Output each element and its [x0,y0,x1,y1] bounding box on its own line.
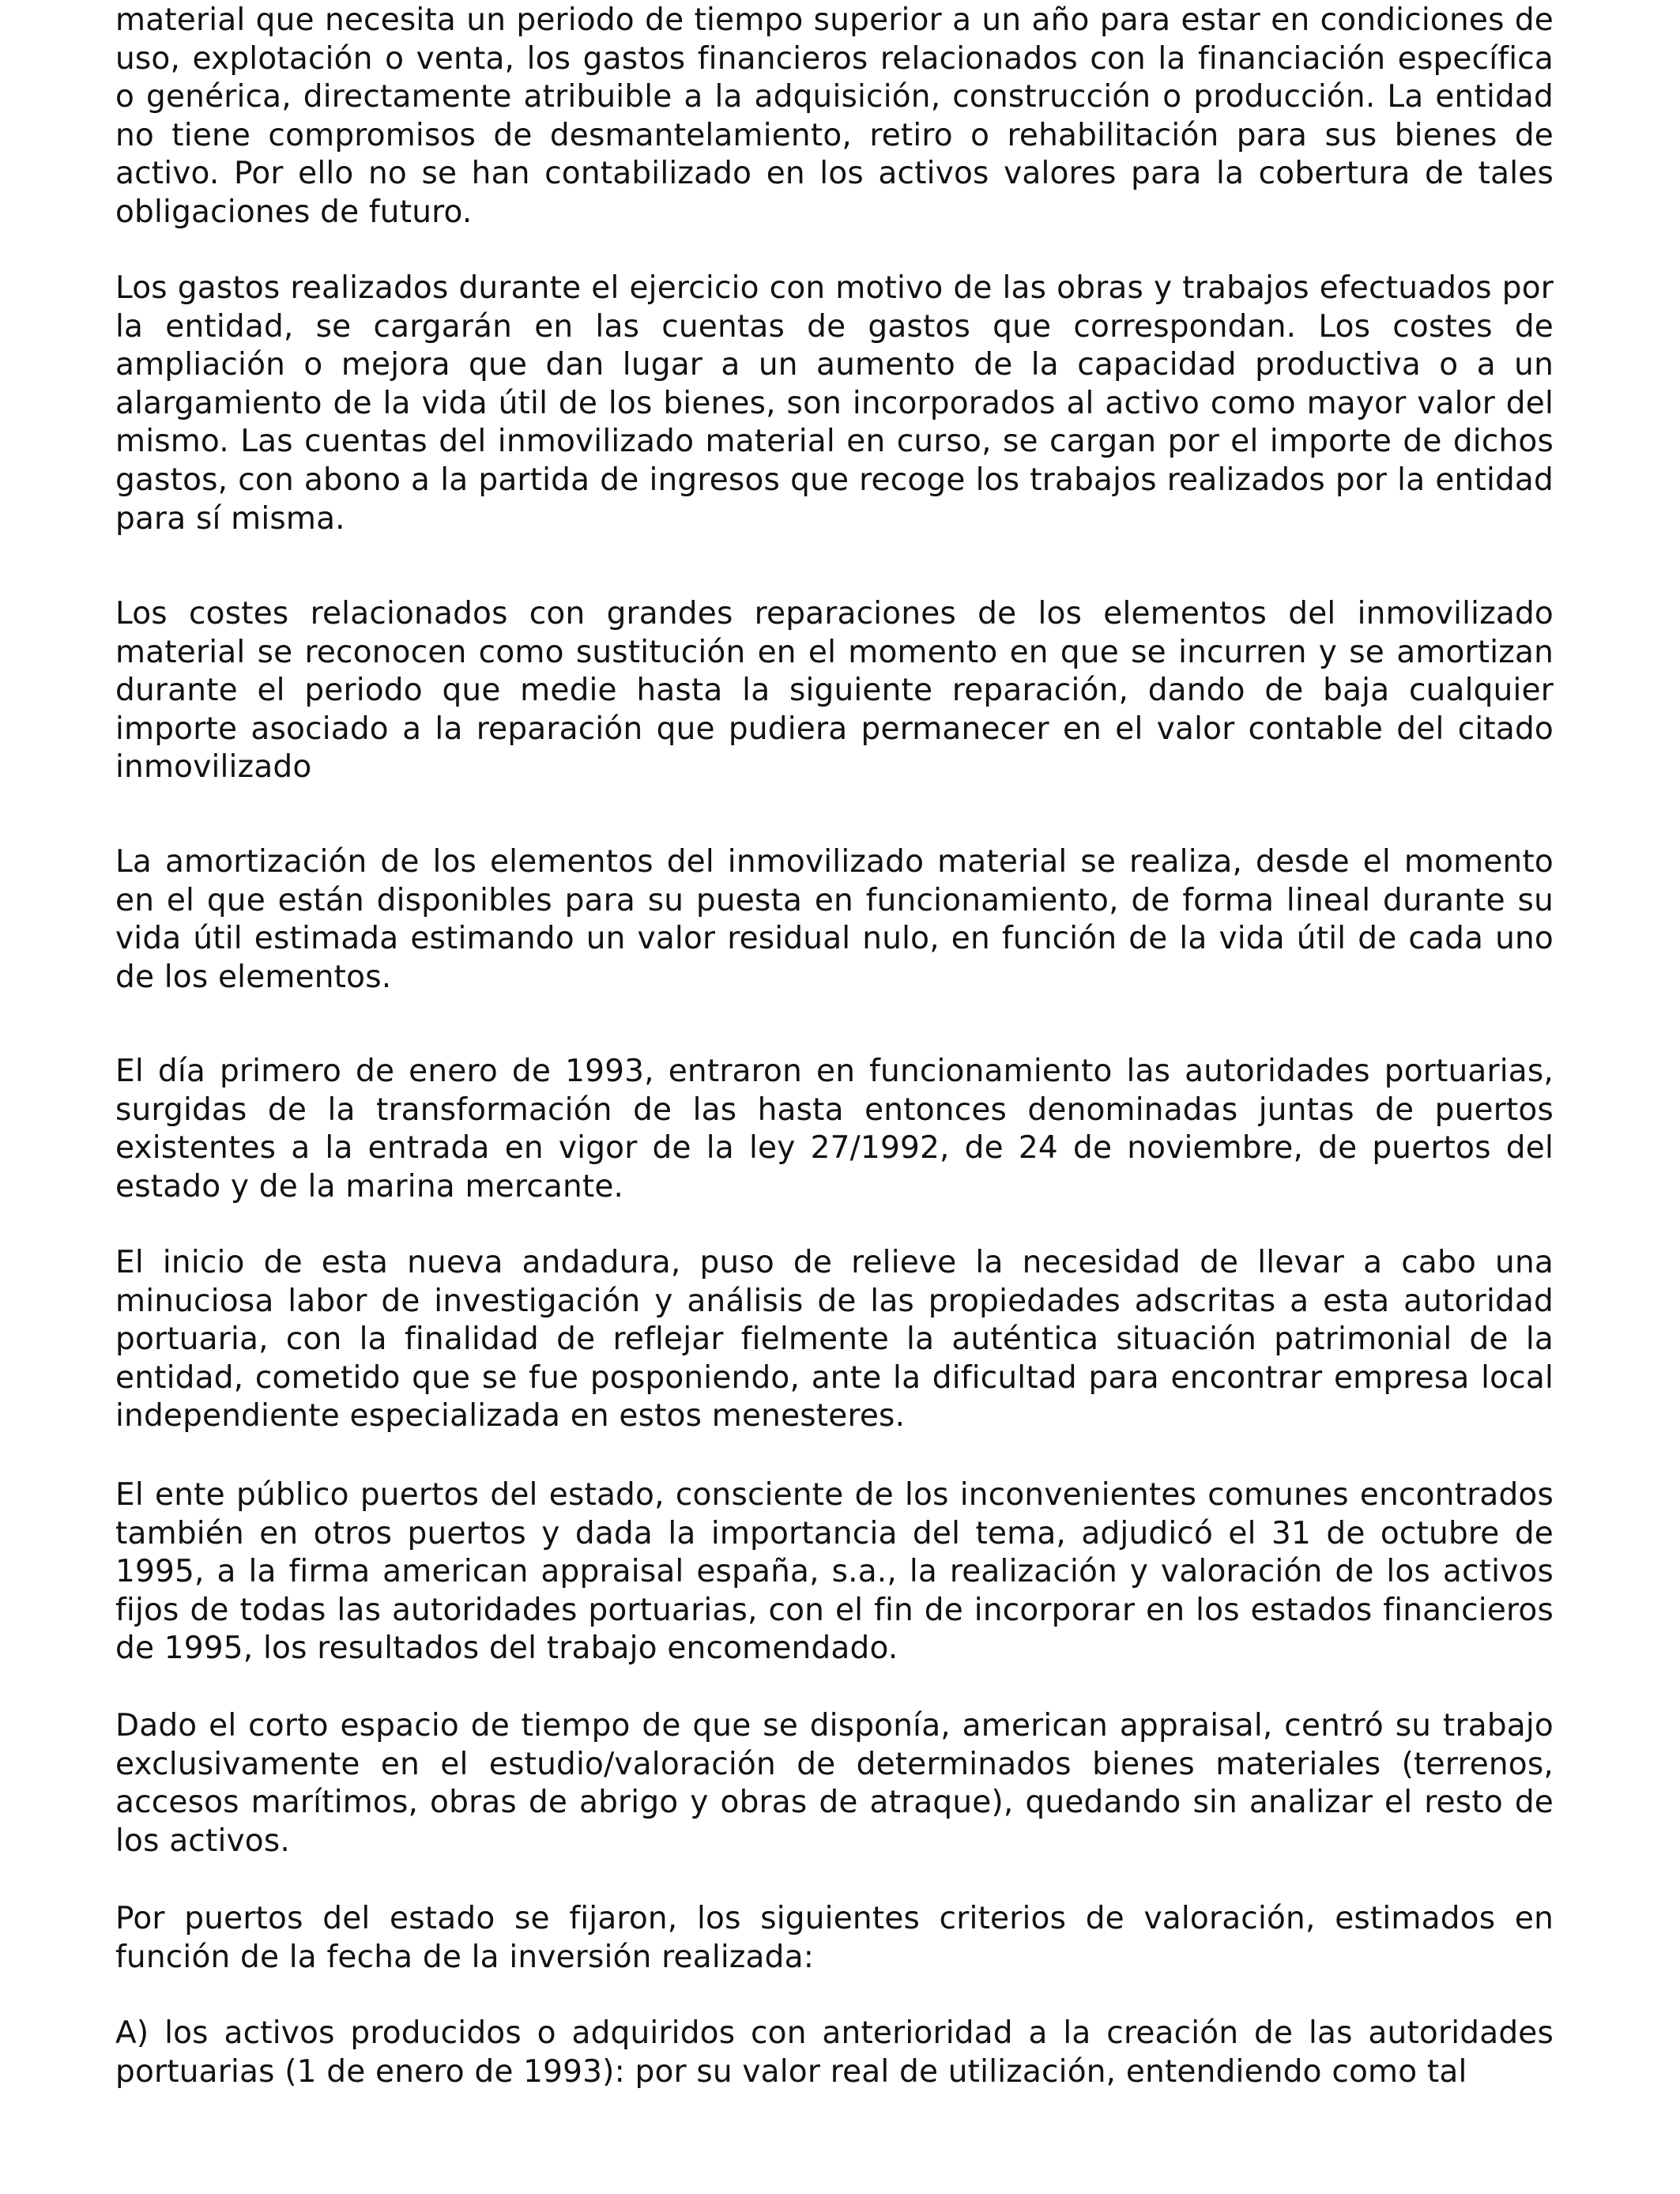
paragraph-criterion-a: A) los activos producidos o adquiridos con anterioridad a la creación de las autoridades portuarias (1 de enero de 1993): por su valor real de utilización, entendiendo como tal [115,2015,1554,2090]
paragraph-new-stage: El inicio de esta nueva andadura, puso de relieve la necesidad de llevar a cabo una minuciosa labor de investigación y análisis de las propiedades adscritas a esta autoridad portuaria, con la finalidad de reflejar fielmente la auténtica situación patrimonial de la entidad, cometido que se fue posponiendo, ante la dificultad para encontrar empresa local independiente especializada en estos menesteres. [115,1245,1554,1434]
paragraph-valuation-criteria: Por puertos del estado se fijaron, los siguientes criterios de valoración, estimados en función de la fecha de la inversión realizada: [115,1901,1554,1975]
paragraph-major-repairs: Los costes relacionados con grandes reparaciones de los elementos del inmovilizado material se reconocen como sustitución en el momento en que se incurren y se amortizan durante el periodo que medie hasta la siguiente reparación, dando de baja cualquier importe asociado a la reparación que pudiera permanecer en el valor contable del citado inmovilizado [115,596,1554,786]
paragraph-works-expenses: Los gastos realizados durante el ejercicio con motivo de las obras y trabajos efectuados por la entidad, se cargarán en las cuentas de gastos que correspondan. Los costes de ampliación o mejora que dan lugar a un aumento de la capacidad productiva o a un alargamiento de la vida útil de los bienes, son incorporados al activo como mayor valor del mismo. Las cuentas del inmovilizado material en curso, se cargan por el importe de dichos gastos, con abono a la partida de ingresos que recoge los trabajos realizados por la entidad para sí misma. [115,270,1554,537]
paragraph-port-authorities-1993: El día primero de enero de 1993, entraron en funcionamiento las autoridades portuarias, surgidas de la transformación de las hasta entonces denominadas juntas de puertos existentes a la entrada en vigor de la ley 27/1992, de 24 de noviembre, de puertos del estado y de la marina mercante. [115,1054,1554,1204]
paragraph-public-entity: El ente público puertos del estado, consciente de los inconvenientes comunes encontrados también en otros puertos y dada la importancia del tema, adjudicó el 31 de octubre de 1995, a la firma american appraisal españa, s.a., la realización y valoración de los activos fijos de todas las autoridades portuarias, con el fin de incorporar en los estados financieros de 1995, los resultados del trabajo encomendado. [115,1477,1554,1667]
paragraph-american-appraisal: Dado el corto espacio de tiempo de que se disponía, american appraisal, centró su trabajo exclusivamente en el estudio/valoración de determinados bienes materiales (terrenos, accesos marítimos, obras de abrigo y obras de atraque), quedando sin analizar el resto de los activos. [115,1708,1554,1859]
paragraph-financing-costs: material que necesita un periodo de tiempo superior a un año para estar en condiciones de uso, explotación o venta, los gastos financieros relacionados con la financiación específica o genérica, directamente atribuible a la adquisición, construcción o producción. La entidad no tiene compromisos de desmantelamiento, retiro o rehabilitación para sus bienes de activo. Por ello no se han contabilizado en los activos valores para la cobertura de tales obligaciones de futuro. [115,2,1554,230]
paragraph-amortization: La amortización de los elementos del inmovilizado material se realiza, desde el momento en el que están disponibles para su puesta en funcionamiento, de forma lineal durante su vida útil estimada estimando un valor residual nulo, en función de la vida útil de cada uno de los elementos. [115,844,1554,995]
